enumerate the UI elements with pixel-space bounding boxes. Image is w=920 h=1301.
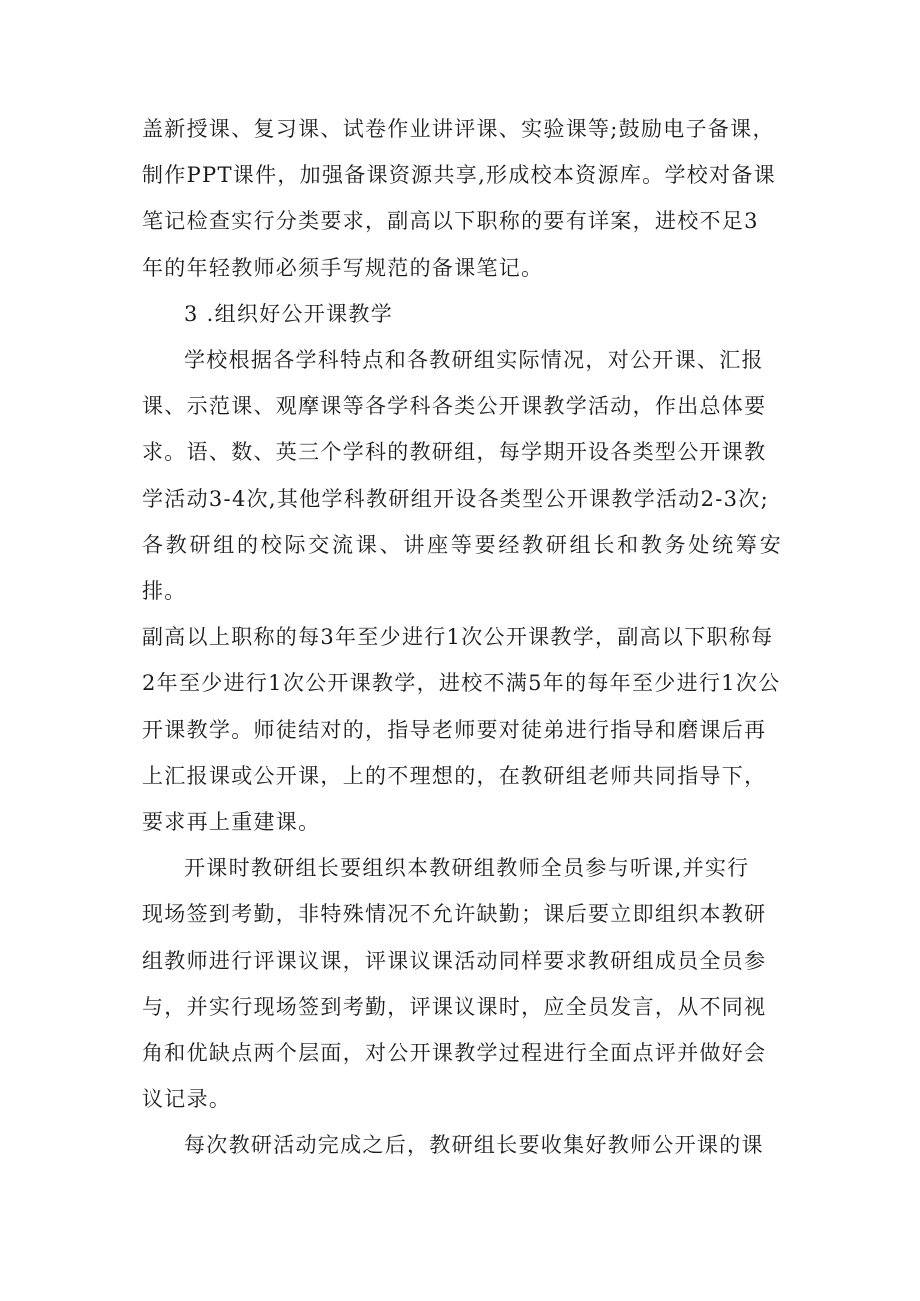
text-line: 年的年轻教师必须手写规范的备课笔记。	[142, 255, 544, 280]
text-line: 每次教研活动完成之后，教研组长要收集好教师公开课的课	[184, 1133, 764, 1158]
text-line: 角和优缺点两个层面，对公开课教学过程进行全面点评并做好会	[142, 1041, 767, 1066]
paragraph-open-class-requirements	[142, 337, 782, 845]
text-line: 组教师进行评课议课，评课议课活动同样要求教研组成员全员参	[142, 948, 767, 973]
text-line: 开课教学。师徒结对的，指导老师要对徒弟进行指导和磨课后再	[142, 717, 767, 742]
text-line: 课、示范课、观摩课等各学科各类公开课教学活动，作出总体要	[142, 394, 767, 419]
paragraph-attendance-and-review	[142, 845, 782, 1122]
text-line: 现场签到考勤，非特殊情况不允许缺勤；课后要立即组织本教研	[142, 902, 767, 927]
text-line: 盖新授课、复习课、试卷作业讲评课、实验课等;鼓励电子备课，	[142, 117, 775, 141]
section-heading: 3 .组织好公开课教学	[184, 301, 394, 326]
paragraph-after-activity	[142, 1122, 782, 1168]
text-line: 制作PPT课件，加强备课资源共享,形成校本资源库。学校对备课	[142, 163, 776, 188]
document-body	[142, 106, 782, 1169]
paragraph-lesson-prep-continued	[142, 106, 782, 291]
text-line: 议记录。	[142, 1087, 232, 1112]
text-line: 副高以上职称的每3年至少进行1次公开课教学，副高以下职称每	[142, 625, 774, 650]
text-line: 各教研组的校际交流课、讲座等要经教研组长和教务处统筹安排。	[142, 532, 782, 604]
text-line: 求。语、数、英三个学科的教研组，每学期开设各类型公开课教	[142, 440, 767, 465]
text-line: 2年至少进行1次公开课教学，进校不满5年的每年至少进行1次公	[142, 671, 781, 696]
text-line: 要求再上重建课。	[142, 810, 321, 835]
text-line: 学活动3-4次,其他学科教研组开设各类型公开课教学活动2-3次;	[142, 486, 769, 511]
text-line: 与，并实行现场签到考勤，评课议课时，应全员发言，从不同视	[142, 994, 767, 1019]
text-line: 笔记检查实行分类要求，副高以下职称的要有详案，进校不足3	[142, 209, 759, 234]
text-line: 开课时教研组长要组织本教研组教师全员参与听课,并实行	[184, 856, 750, 881]
text-line: 学校根据各学科特点和各教研组实际情况，对公开课、汇报	[184, 348, 764, 373]
text-line: 上汇报课或公开课，上的不理想的，在教研组老师共同指导下，	[142, 763, 767, 788]
